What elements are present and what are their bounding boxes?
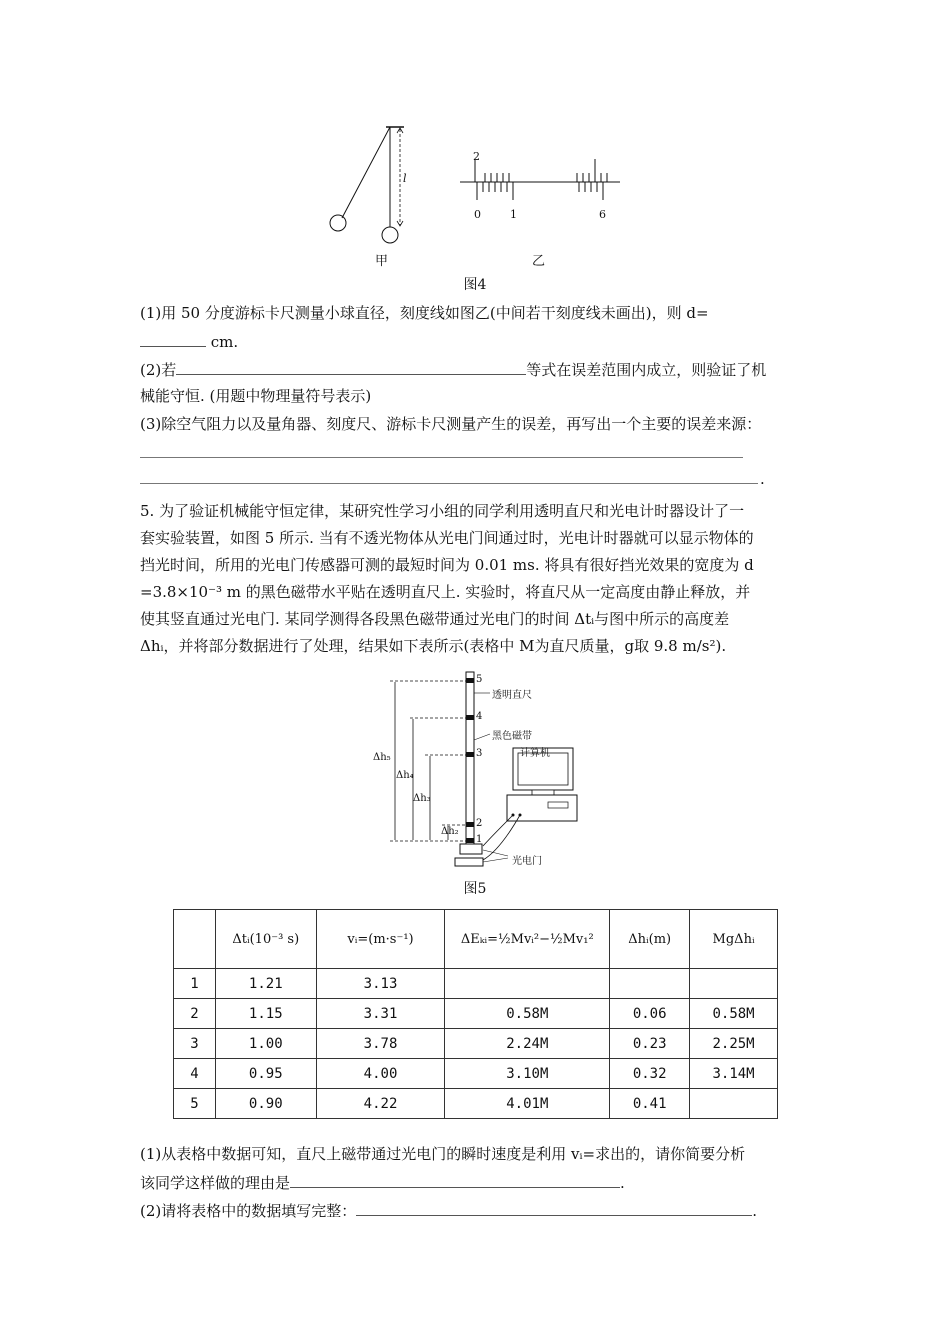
delta-h4-label: Δh₄	[396, 770, 414, 781]
q5-line-3: 挡光时间，所用的光电门传感器可测的最短时间为 0.01 ms. 将具有很好挡光效果的宽度为 d	[140, 556, 754, 574]
figure-5-caption: 图5	[463, 881, 487, 897]
q5-line-1: 5. 为了验证机械能守恒定律，某研究性学习小组的同学利用透明直尺和光电计时器设计了一	[140, 502, 745, 520]
q5-part2: (2)请将表格中的数据填写完整： .	[140, 1199, 757, 1222]
cell: 0.23	[610, 1029, 690, 1059]
figure-4-left-label: 甲	[375, 254, 389, 269]
cell	[610, 969, 690, 999]
header-mgh: MgΔhᵢ	[690, 910, 778, 969]
header-delta-ek: ΔEₖᵢ=½Mvᵢ²−½Mv₁²	[445, 910, 610, 969]
photogate-label: 光电门	[512, 856, 542, 867]
q4-part1-line2: cm.	[140, 330, 238, 353]
mark-3: 3	[476, 748, 483, 759]
cell: 5	[174, 1089, 216, 1119]
q4-part2-line1: (2)若 等式在误差范围内成立，则验证了机	[140, 358, 766, 381]
delta-h2-label: Δh₂	[441, 826, 459, 837]
cell: 3	[174, 1029, 216, 1059]
cell	[445, 969, 610, 999]
table-row	[174, 969, 778, 999]
q5-part1-line2: 该同学这样做的理由是 .	[140, 1171, 625, 1194]
figure-4-pendulum	[320, 115, 430, 250]
mark-2: 2	[476, 818, 483, 829]
cell: 2.25M	[690, 1029, 778, 1059]
ruler-label: 透明直尺	[492, 690, 532, 701]
cell: 3.14M	[690, 1059, 778, 1089]
mark-4: 4	[476, 711, 483, 722]
cell: 1.21	[215, 969, 316, 999]
q4-part2-line2: 械能守恒. (用题中物理量符号表示)	[140, 387, 372, 405]
cell: 0.32	[610, 1059, 690, 1089]
cell	[690, 969, 778, 999]
table-header-row	[174, 910, 778, 969]
cell: 1	[174, 969, 216, 999]
vernier-label-6: 6	[599, 208, 606, 221]
cell: 1.15	[215, 999, 316, 1029]
cell: 2.24M	[445, 1029, 610, 1059]
cell: 0.90	[215, 1089, 316, 1119]
delta-h3-label: Δh₃	[413, 793, 431, 804]
figure-4-right-label: 乙	[532, 254, 546, 269]
q5-line-4: =3.8×10⁻³ m 的黑色磁带水平贴在透明直尺上. 实验时，将直尺从一定高度由静止释放，并	[140, 583, 751, 601]
cell: 1.00	[215, 1029, 316, 1059]
computer-label: 计算机	[520, 748, 550, 759]
answer-line-end: .	[760, 470, 765, 488]
answer-line-2	[140, 483, 758, 484]
header-index	[174, 910, 216, 969]
answer-line-1	[140, 457, 743, 458]
data-table	[173, 909, 778, 1119]
q5-line-5: 使其竖直通过光电门. 某同学测得各段黑色磁带通过光电门的时间 Δtᵢ与图中所示的高度差	[140, 610, 730, 628]
tape-label: 黑色磁带	[492, 731, 532, 742]
q5-part1-line1: (1)从表格中数据可知，直尺上磁带通过光电门的瞬时速度是利用 vᵢ=求出的，请你简要分析	[140, 1145, 746, 1163]
header-velocity: vᵢ=(m·s⁻¹)	[316, 910, 445, 969]
cell: 0.58M	[445, 999, 610, 1029]
q4-part1-line1: (1)用 50 分度游标卡尺测量小球直径，刻度线如图乙(中间若干刻度线未画出)，则 d=	[140, 304, 709, 322]
cell: 2	[174, 999, 216, 1029]
cell: 0.06	[610, 999, 690, 1029]
q5-line-2: 套实验装置，如图 5 所示. 当有不透光物体从光电门间通过时，光电计时器就可以显示物体的	[140, 529, 754, 547]
cell	[690, 1089, 778, 1119]
q5-line-6: Δhᵢ，并将部分数据进行了处理，结果如下表所示(表格中 M为直尺质量，g取 9.8 m/s²).	[140, 637, 727, 655]
vernier-main-label: 2	[473, 150, 480, 163]
vernier-label-1: 1	[510, 208, 517, 221]
cell: 3.13	[316, 969, 445, 999]
figure-4-caption: 图4	[463, 277, 487, 293]
pendulum-length-label: l	[403, 172, 407, 185]
table-row	[174, 999, 778, 1029]
vernier-label-0: 0	[474, 208, 481, 221]
table-row	[174, 1059, 778, 1089]
cell: 3.10M	[445, 1059, 610, 1089]
header-delta-h: Δhᵢ(m)	[610, 910, 690, 969]
header-delta-t: Δtᵢ(10⁻³ s)	[215, 910, 316, 969]
cell: 4.01M	[445, 1089, 610, 1119]
mark-5: 5	[476, 674, 483, 685]
table-row	[174, 1089, 778, 1119]
mark-1: 1	[476, 834, 483, 845]
q4-part3: (3)除空气阻力以及量角器、刻度尺、游标卡尺测量产生的误差，再写出一个主要的误差来源：	[140, 415, 762, 433]
cell: 3.78	[316, 1029, 445, 1059]
cell: 0.41	[610, 1089, 690, 1119]
cell: 4	[174, 1059, 216, 1089]
cell: 4.22	[316, 1089, 445, 1119]
table-row	[174, 1029, 778, 1059]
cell: 4.00	[316, 1059, 445, 1089]
delta-h5-label: Δh₅	[373, 752, 391, 763]
cell: 0.95	[215, 1059, 316, 1089]
cell: 0.58M	[690, 999, 778, 1029]
cell: 3.31	[316, 999, 445, 1029]
